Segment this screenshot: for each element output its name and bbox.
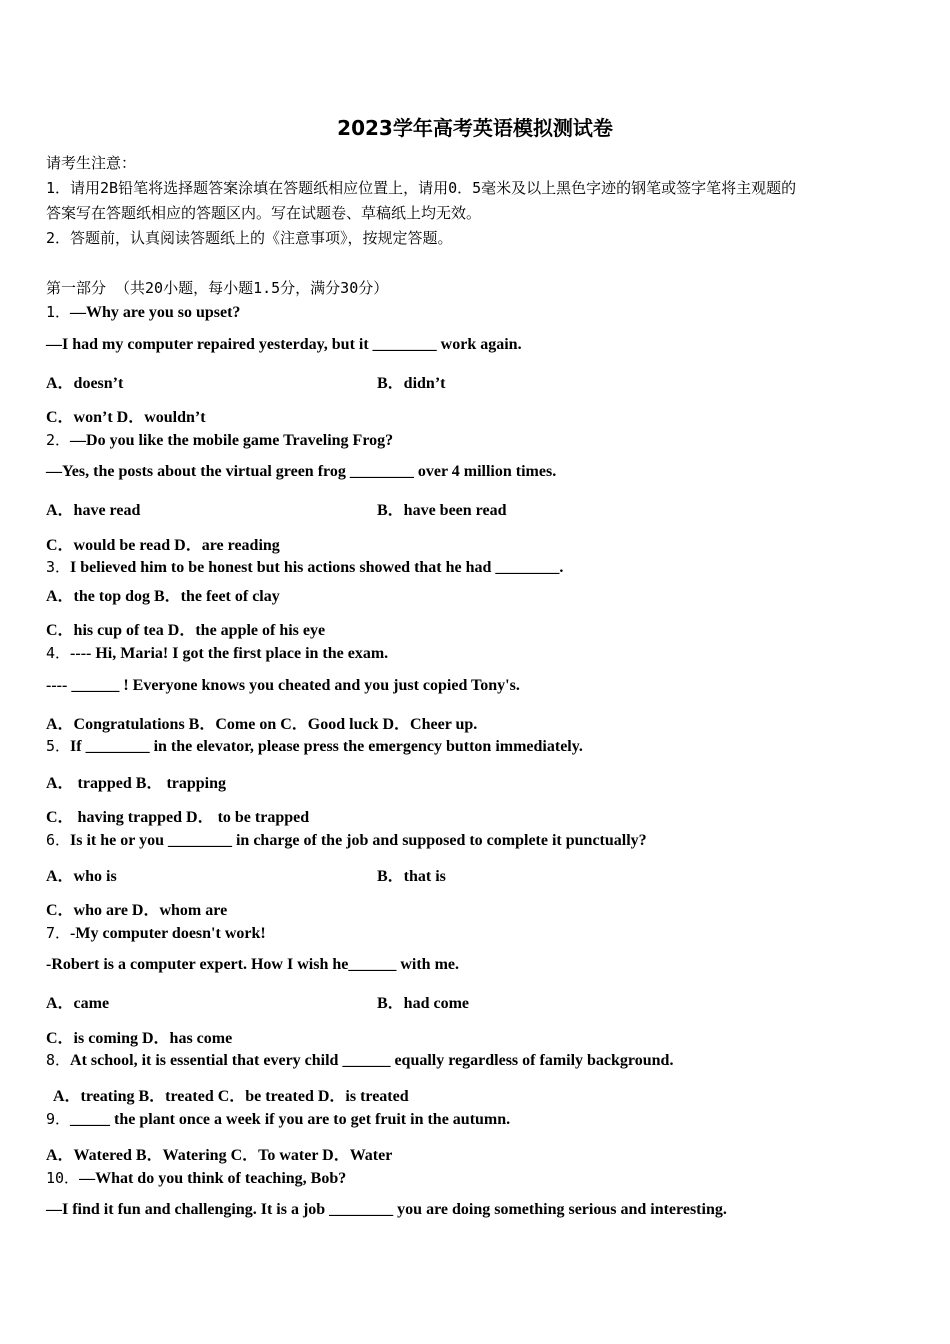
question-number: 6． (46, 831, 71, 849)
q4-options: A．Congratulations B．Come on C．Good luck D．Cheer up. (46, 716, 478, 733)
question-number: 3． (46, 558, 71, 576)
question-stem: At school, it is essential that every child ______ equally regardless of family background. (70, 1052, 674, 1069)
question-2-line2: —Yes, the posts about the virtual green frog ________ over 4 million times. (46, 463, 557, 480)
notice-line-1: 1．请用2B铅笔将选择题答案涂填在答题纸相应位置上，请用0．5毫米及以上黑色字迹的钢笔或签字笔将主观题的 (46, 179, 797, 197)
q6-options-cd: C．who are D．whom are (46, 902, 228, 919)
question-4-line2: ---- ______ ! Everyone knows you cheated and you just copied Tony's. (46, 677, 520, 694)
notice-line-2: 2．答题前，认真阅读答题纸上的《注意事项》，按规定答题。 (46, 229, 453, 247)
section-heading: 第一部分 （共20小题，每小题1.5分，满分30分） (46, 279, 389, 297)
question-stem: ---- Hi, Maria! I got the first place in the exam. (70, 645, 389, 662)
q5-options-cd: C． having trapped D． to be trapped (46, 809, 310, 826)
question-4 (46, 642, 388, 663)
question-1-line2: —I had my computer repaired yesterday, but it ________ work again. (46, 336, 522, 353)
q6-option-b: B．that is (377, 868, 446, 885)
question-number: 1． (46, 303, 71, 321)
question-10 (46, 1167, 346, 1188)
question-5 (46, 735, 583, 756)
question-2 (46, 429, 393, 450)
notice-heading: 请考生注意： (46, 154, 137, 172)
q2-option-a: A．have read (46, 502, 141, 519)
question-stem: —What do you think of teaching, Bob? (79, 1170, 347, 1187)
q7-option-a: A．came (46, 995, 110, 1012)
question-7 (46, 922, 266, 943)
question-number: 8． (46, 1051, 71, 1069)
q5-options-ab: A． trapped B． trapping (46, 775, 227, 792)
q8-options: A．treating B．treated C．be treated D．is treated (53, 1088, 409, 1105)
question-10-line2: —I find it fun and challenging. It is a job ________ you are doing something serious and interesting. (46, 1201, 727, 1218)
q9-options: A．Watered B．Watering C．To water D．Water (46, 1147, 393, 1164)
question-3 (46, 556, 563, 577)
page-title: 2023学年高考英语模拟测试卷 (337, 116, 613, 140)
q2-option-b: B．have been read (377, 502, 507, 519)
question-9 (46, 1108, 510, 1129)
q6-option-a: A．who is (46, 868, 117, 885)
question-8 (46, 1049, 673, 1070)
question-stem: —Why are you so upset? (70, 304, 241, 321)
q3-options-cd: C．his cup of tea D．the apple of his eye (46, 622, 326, 639)
question-number: 9． (46, 1110, 71, 1128)
q2-options-cd: C．would be read D．are reading (46, 537, 280, 554)
question-stem: —Do you like the mobile game Traveling Frog? (70, 432, 394, 449)
question-stem: _____ the plant once a week if you are to get fruit in the autumn. (70, 1111, 511, 1128)
question-number: 7． (46, 924, 71, 942)
q1-option-b: B．didn’t (377, 375, 446, 392)
question-stem: -My computer doesn't work! (70, 925, 266, 942)
q1-option-a: A．doesn’t (46, 375, 124, 392)
question-stem: If ________ in the elevator, please press the emergency button immediately. (70, 738, 583, 755)
question-6 (46, 829, 647, 850)
q7-options-cd: C．is coming D．has come (46, 1030, 233, 1047)
question-stem: I believed him to be honest but his actions showed that he had ________. (70, 559, 564, 576)
q1-options-cd: C．won’t D．wouldn’t (46, 409, 206, 426)
question-number: 2． (46, 431, 71, 449)
q3-options-ab: A．the top dog B．the feet of clay (46, 588, 280, 605)
question-stem: Is it he or you ________ in charge of the job and supposed to complete it punctually? (70, 832, 647, 849)
question-7-line2: -Robert is a computer expert. How I wish he______ with me. (46, 956, 459, 973)
question-1 (46, 301, 240, 322)
q7-option-b: B．had come (377, 995, 470, 1012)
question-number: 4． (46, 644, 71, 662)
question-number: 10． (46, 1169, 80, 1187)
question-number: 5． (46, 737, 71, 755)
notice-line-1b: 答案写在答题纸相应的答题区内。写在试题卷、草稿纸上均无效。 (46, 204, 482, 222)
